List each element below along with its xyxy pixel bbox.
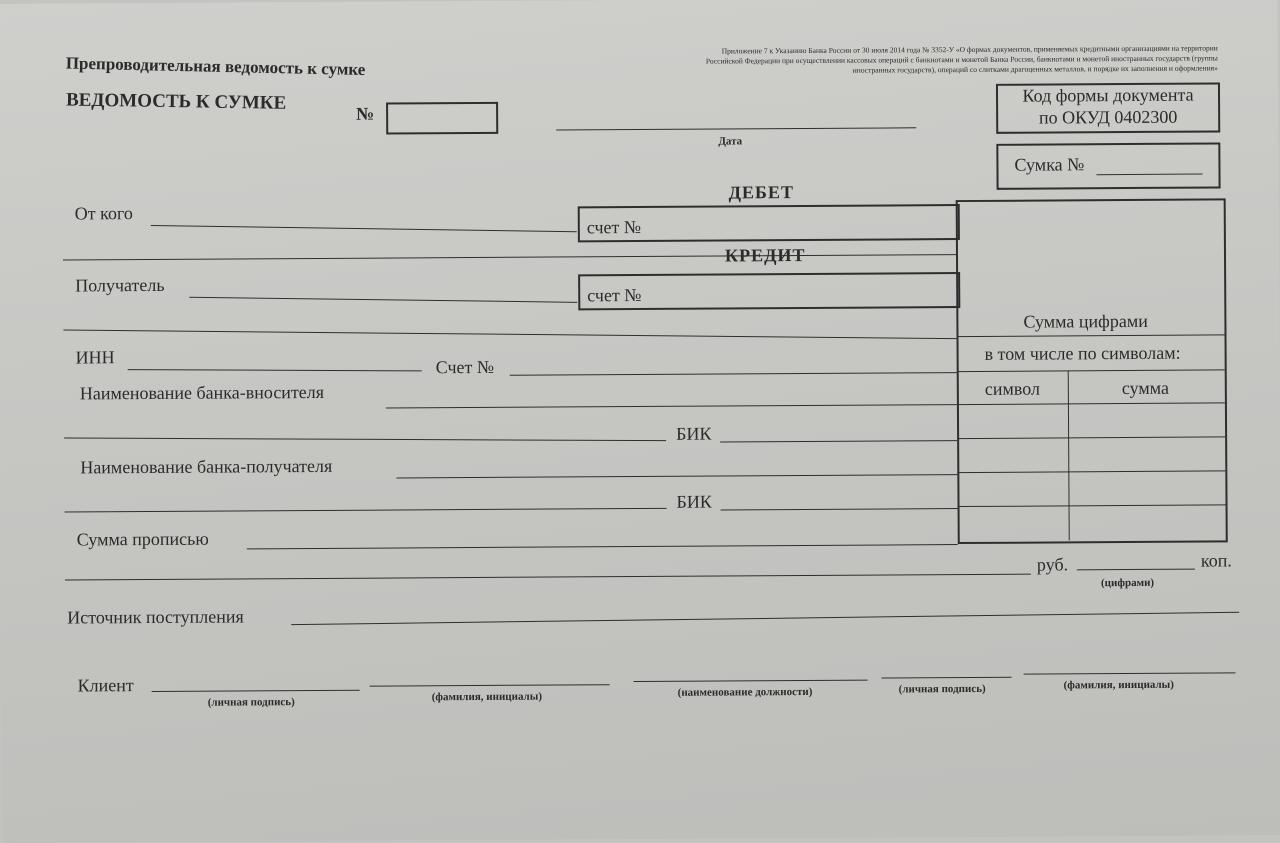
symbol-cell[interactable] xyxy=(960,407,1066,436)
recipient-bank-label: Наименование банка-получателя xyxy=(80,455,333,478)
officer-signature-line[interactable] xyxy=(882,677,1012,679)
position-line[interactable] xyxy=(634,680,868,682)
kop-line[interactable] xyxy=(1077,569,1195,571)
surname-initials-caption-2: (фамилия, инициалы) xyxy=(1063,678,1174,692)
amount-words-label: Сумма прописью xyxy=(76,528,209,550)
page-title: ВЕДОМОСТЬ К СУМКЕ xyxy=(65,89,287,114)
client-name-line[interactable] xyxy=(370,684,610,686)
from-line-2[interactable] xyxy=(63,254,956,260)
account-line[interactable] xyxy=(510,372,957,376)
bag-list-number-field[interactable] xyxy=(386,102,498,135)
sum-digits-label: Сумма цифрами xyxy=(1023,310,1148,332)
depositor-bank-label: Наименование банка-вносителя xyxy=(79,381,325,404)
inn-label: ИНН xyxy=(75,347,115,368)
recipient-bank-line[interactable] xyxy=(396,474,957,478)
bik-label-1: БИК xyxy=(676,423,712,444)
number-label: № xyxy=(356,103,375,124)
officer-name-line[interactable] xyxy=(1024,672,1236,674)
recipient-bank-line-2[interactable] xyxy=(65,508,667,513)
credit-account-label: счет № xyxy=(587,284,642,306)
source-label: Источник поступления xyxy=(67,606,244,628)
debit-title: ДЕБЕТ xyxy=(728,182,794,203)
client-label: Клиент xyxy=(77,675,134,696)
position-caption: (наименование должности) xyxy=(677,685,813,699)
form-code-line1: Код формы документа xyxy=(1022,84,1194,106)
date-line[interactable] xyxy=(556,127,916,130)
surname-initials-caption-1: (фамилия, инициалы) xyxy=(431,690,543,704)
bik-line-1[interactable] xyxy=(720,440,957,442)
bik-label-2: БИК xyxy=(676,491,712,512)
personal-signature-caption-2: (личная подпись) xyxy=(898,682,986,696)
digits-caption: (цифрами) xyxy=(1100,576,1155,590)
recipient-line-2[interactable] xyxy=(63,330,956,340)
client-signature-line[interactable] xyxy=(152,690,360,692)
depositor-bank-line[interactable] xyxy=(386,404,957,408)
date-caption: Дата xyxy=(718,135,743,148)
form-code-line2: по ОКУД 0402300 xyxy=(1038,106,1178,128)
appendix-text: Приложение 7 к Указанию Банка России от 30 июля 2014 года № 3352-У «О формах документов, применяемых кредитными организациями на территории Российской Федерации при осуществлении кассовых операций с банкнотами и монетой Банка России, банкнотами и монетой иностранных государств (группы иностранных государств), операций со слитками драгоценных металлов, и порядке их заполнения и оформления» xyxy=(705,43,1218,75)
col-sum-header: сумма xyxy=(1121,377,1170,399)
credit-title: КРЕДИТ xyxy=(724,244,806,266)
bik-line-2[interactable] xyxy=(721,508,958,510)
title-small: Препроводительная ведомость к сумке xyxy=(65,53,366,80)
account-label: Счет № xyxy=(435,356,495,378)
from-line[interactable] xyxy=(151,225,577,232)
amount-words-line[interactable] xyxy=(247,544,958,549)
debit-account-label: счет № xyxy=(586,216,642,238)
recipient-label: Получатель xyxy=(75,274,165,296)
including-symbols-label: в том числе по символам: xyxy=(984,342,1181,364)
sum-cell[interactable] xyxy=(1071,406,1221,435)
recipient-line[interactable] xyxy=(189,297,577,303)
from-label: От кого xyxy=(74,203,133,224)
rub-label: руб. xyxy=(1036,554,1069,575)
amount-words-line-2[interactable] xyxy=(65,574,1031,581)
personal-signature-caption-1: (личная подпись) xyxy=(207,696,295,709)
inn-line[interactable] xyxy=(128,369,422,371)
depositor-bank-line-2[interactable] xyxy=(64,438,666,442)
kop-label: коп. xyxy=(1200,550,1232,571)
source-line[interactable] xyxy=(291,612,1239,625)
bag-number-label: Сумка № xyxy=(1014,154,1085,175)
col-symbol-header: символ xyxy=(984,378,1041,399)
